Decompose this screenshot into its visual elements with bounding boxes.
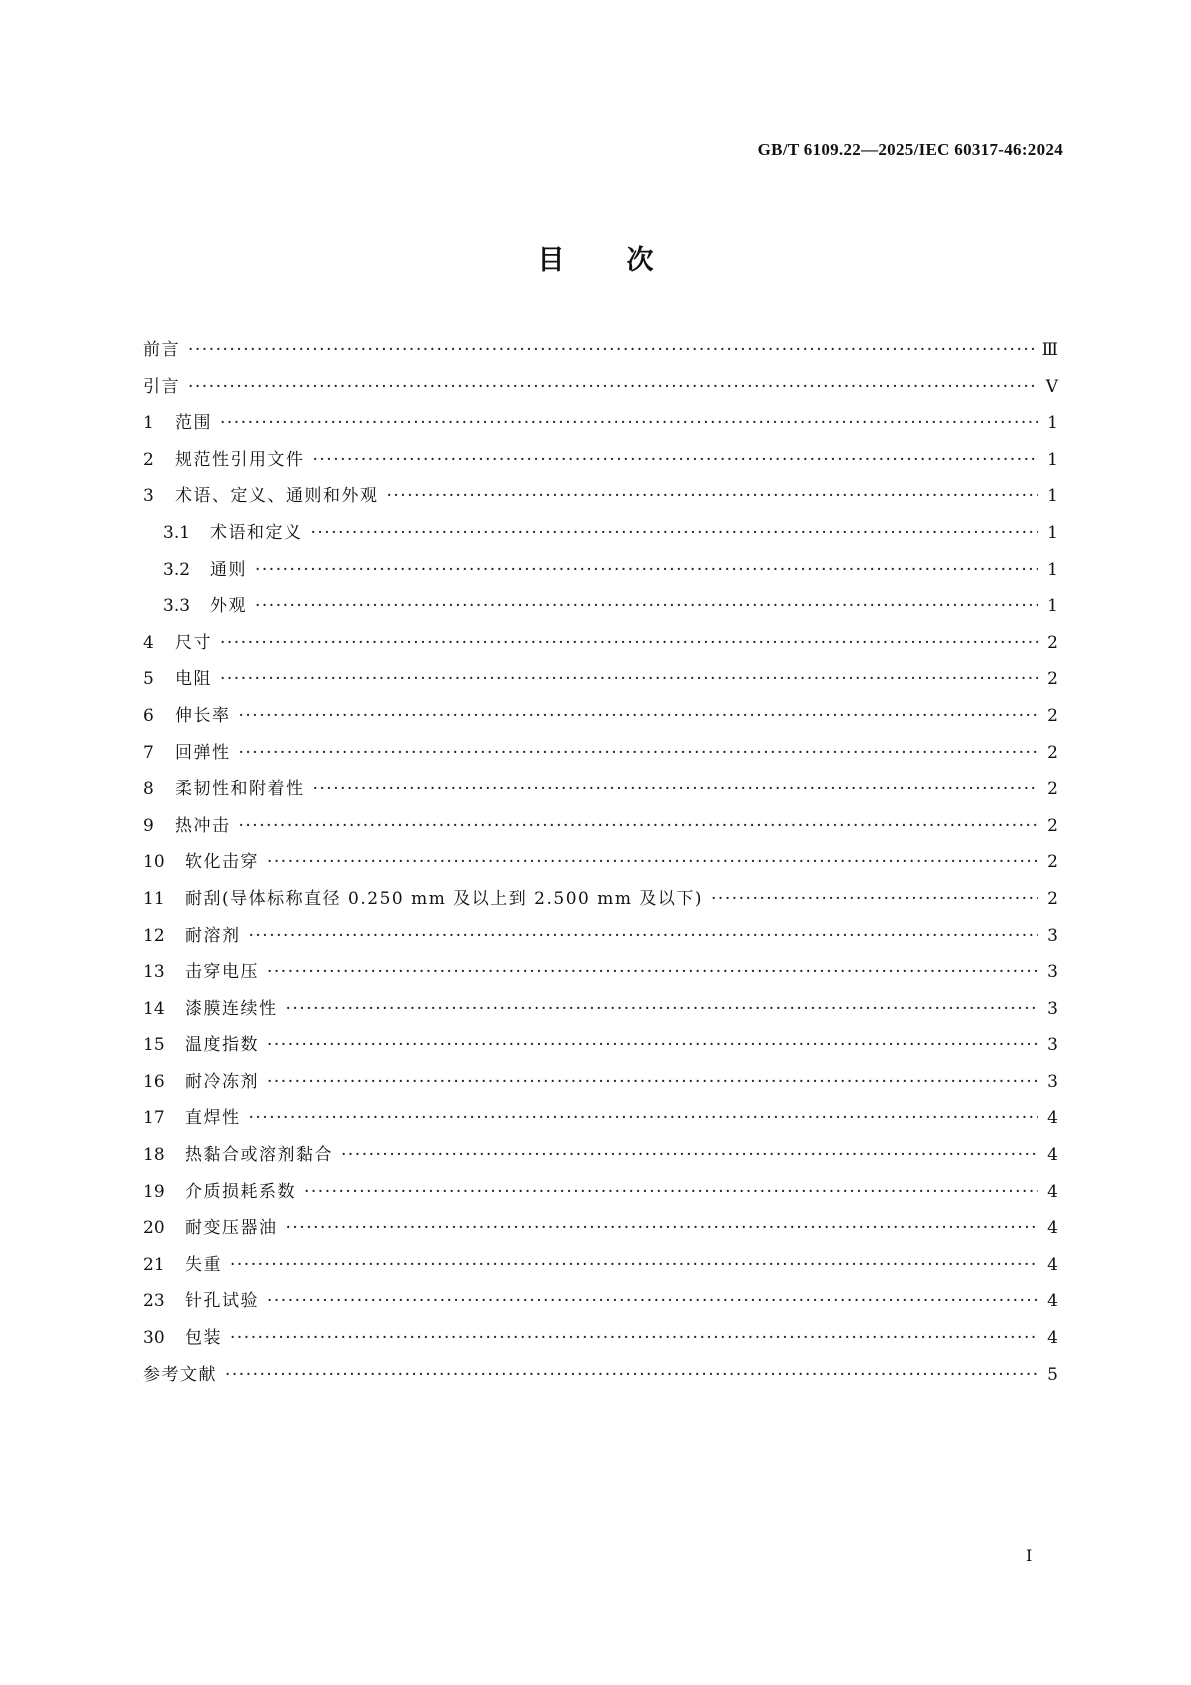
toc-entry-number: 4: [143, 632, 154, 653]
toc-entry-number: 16: [143, 1071, 165, 1092]
toc-entry-title: 范围: [175, 413, 212, 434]
toc-entry-number: 19: [143, 1181, 165, 1202]
leader-dots: [188, 338, 1036, 362]
toc-entry-number: 5: [143, 669, 154, 690]
standard-code-header: GB/T 6109.22—2025/IEC 60317-46:2024: [757, 140, 1063, 159]
toc-entry-title: 术语、定义、通则和外观: [175, 486, 379, 507]
leader-dots: [255, 594, 1038, 618]
leader-dots: [313, 448, 1039, 472]
toc-entry-page: 4: [1047, 1254, 1058, 1275]
toc-entry-page: 4: [1047, 1108, 1058, 1129]
toc-title-left: 目: [537, 245, 565, 276]
leader-dots: [267, 960, 1038, 984]
toc-entry-page: 2: [1047, 669, 1058, 690]
toc-entry-number: 15: [143, 1035, 165, 1056]
leader-dots: [313, 777, 1039, 801]
toc-entry-page: 2: [1047, 632, 1058, 653]
toc-entry-title: 温度指数: [185, 1035, 259, 1056]
toc-entry-number: 21: [143, 1254, 165, 1275]
toc-entry-title: 击穿电压: [185, 962, 259, 983]
leader-dots: [341, 1143, 1038, 1167]
table-of-contents: [143, 338, 1058, 1399]
toc-entry[interactable]: [143, 1180, 1058, 1217]
toc-entry[interactable]: [143, 960, 1058, 997]
toc-entry-page: 4: [1047, 1328, 1058, 1349]
toc-entry-page: 3: [1047, 962, 1058, 983]
toc-entry-number: 20: [143, 1218, 165, 1239]
leader-dots: [230, 1326, 1038, 1350]
toc-entry[interactable]: [143, 741, 1058, 778]
leader-dots: [239, 814, 1039, 838]
toc-entry[interactable]: [143, 997, 1058, 1034]
leader-dots: [286, 997, 1039, 1021]
toc-entry-title: 失重: [185, 1254, 222, 1275]
toc-title-right: 次: [626, 245, 654, 276]
toc-entry-page: 3: [1047, 998, 1058, 1019]
toc-entry-title: 尺寸: [175, 632, 212, 653]
leader-dots: [239, 704, 1039, 728]
toc-entry[interactable]: [143, 924, 1058, 961]
toc-entry-title: 柔韧性和附着性: [175, 779, 305, 800]
toc-subentry[interactable]: [143, 521, 1058, 558]
toc-entry-page: 5: [1047, 1364, 1058, 1385]
toc-entry[interactable]: [143, 777, 1058, 814]
toc-entry-page: Ⅴ: [1045, 376, 1058, 397]
leader-dots: [286, 1216, 1039, 1240]
toc-entry-title: 参考文献: [143, 1364, 217, 1385]
toc-subentry[interactable]: [143, 594, 1058, 631]
leader-dots: [220, 667, 1038, 691]
toc-entry-number: 1: [143, 413, 154, 434]
toc-entry[interactable]: [143, 887, 1058, 924]
toc-entry[interactable]: [143, 484, 1058, 521]
leader-dots: [267, 1033, 1038, 1057]
toc-entry[interactable]: [143, 631, 1058, 668]
toc-entry-number: 3: [143, 486, 154, 507]
toc-entry-title: 规范性引用文件: [175, 449, 305, 470]
toc-entry-page: 1: [1047, 486, 1058, 507]
toc-entry[interactable]: [143, 704, 1058, 741]
toc-entry-title: 电阻: [175, 669, 212, 690]
toc-entry-number: 18: [143, 1145, 165, 1166]
toc-entry-title: 耐溶剂: [185, 925, 241, 946]
toc-entry[interactable]: [143, 850, 1058, 887]
toc-entry[interactable]: [143, 1326, 1058, 1363]
toc-entry[interactable]: [143, 1070, 1058, 1107]
toc-entry-page: 2: [1047, 705, 1058, 726]
toc-entry[interactable]: [143, 448, 1058, 485]
toc-entry-page: 2: [1047, 852, 1058, 873]
toc-entry-title: 漆膜连续性: [185, 998, 278, 1019]
leader-dots: [311, 521, 1039, 545]
toc-entry-page: 4: [1047, 1291, 1058, 1312]
toc-entry[interactable]: [143, 1033, 1058, 1070]
toc-entry-title: 耐冷冻剂: [185, 1071, 259, 1092]
leader-dots: [230, 1253, 1038, 1277]
toc-entry-page: 3: [1047, 1071, 1058, 1092]
toc-entry-title: 热冲击: [175, 815, 231, 836]
toc-entry[interactable]: [143, 667, 1058, 704]
toc-entry-foreword[interactable]: [143, 338, 1058, 375]
toc-entry-title: 介质损耗系数: [185, 1181, 296, 1202]
toc-entry-page: 1: [1047, 559, 1058, 580]
toc-entry-page: 2: [1047, 742, 1058, 763]
toc-entry-title: 引言: [143, 376, 180, 397]
toc-entry-number: 10: [143, 852, 165, 873]
leader-dots: [239, 741, 1039, 765]
toc-entry-title: 通则: [210, 559, 247, 580]
page-number: Ⅰ: [1026, 1548, 1033, 1565]
toc-entry-number: 13: [143, 962, 165, 983]
toc-entry-number: 3.3: [163, 596, 191, 617]
toc-entry-page: 1: [1047, 449, 1058, 470]
toc-entry[interactable]: [143, 1106, 1058, 1143]
toc-entry-page: Ⅲ: [1041, 340, 1058, 360]
toc-entry-title: 伸长率: [175, 705, 231, 726]
toc-entry-bibliography[interactable]: [143, 1363, 1058, 1400]
toc-entry-title: 针孔试验: [185, 1291, 259, 1312]
toc-entry-number: 23: [143, 1291, 165, 1312]
toc-entry-number: 12: [143, 925, 165, 946]
toc-entry-title: 直焊性: [185, 1108, 241, 1129]
toc-entry-page: 1: [1047, 596, 1058, 617]
leader-dots: [220, 631, 1038, 655]
toc-entry-number: 9: [143, 815, 154, 836]
leader-dots: [304, 1180, 1038, 1204]
leader-dots: [220, 411, 1038, 435]
toc-entry-page: 1: [1047, 522, 1058, 543]
leader-dots: [387, 484, 1039, 508]
leader-dots: [255, 558, 1038, 582]
toc-entry-number: 6: [143, 705, 154, 726]
toc-entry-page: 4: [1047, 1218, 1058, 1239]
toc-subentry[interactable]: [143, 558, 1058, 595]
toc-entry-page: 1: [1047, 413, 1058, 434]
toc-entry-introduction[interactable]: [143, 375, 1058, 412]
toc-entry-number: 3.1: [163, 522, 191, 543]
toc-entry[interactable]: [143, 814, 1058, 851]
toc-title: [0, 244, 1191, 278]
toc-entry-page: 3: [1047, 1035, 1058, 1056]
toc-entry-number: 3.2: [163, 559, 191, 580]
toc-entry-page: 2: [1047, 815, 1058, 836]
toc-entry-number: 8: [143, 779, 154, 800]
toc-entry-title: 软化击穿: [185, 852, 259, 873]
toc-entry[interactable]: [143, 1253, 1058, 1290]
toc-entry[interactable]: [143, 1143, 1058, 1180]
toc-entry-title: 热黏合或溶剂黏合: [185, 1145, 333, 1166]
toc-entry[interactable]: [143, 1216, 1058, 1253]
leader-dots: [249, 924, 1039, 948]
leader-dots: [188, 375, 1038, 399]
toc-entry-number: 30: [143, 1328, 165, 1349]
leader-dots: [267, 1289, 1038, 1313]
toc-entry-title: 外观: [210, 596, 247, 617]
toc-entry[interactable]: [143, 411, 1058, 448]
leader-dots: [711, 887, 1038, 911]
toc-entry-number: 14: [143, 998, 165, 1019]
toc-entry-page: 2: [1047, 779, 1058, 800]
toc-entry-page: 4: [1047, 1145, 1058, 1166]
toc-entry-title: 包装: [185, 1328, 222, 1349]
toc-entry-page: 4: [1047, 1181, 1058, 1202]
toc-entry-page: 2: [1047, 888, 1058, 909]
toc-entry-title: 耐刮(导体标称直径 0.250 mm 及以上到 2.500 mm 及以下): [185, 888, 704, 909]
toc-entry-title: 回弹性: [175, 742, 231, 763]
toc-entry-title: 术语和定义: [210, 522, 303, 543]
toc-entry-title: 前言: [143, 340, 180, 360]
leader-dots: [225, 1363, 1038, 1387]
leader-dots: [267, 850, 1038, 874]
toc-entry-number: 17: [143, 1108, 165, 1129]
toc-entry-number: 7: [143, 742, 154, 763]
toc-entry-title: 耐变压器油: [185, 1218, 278, 1239]
leader-dots: [249, 1106, 1039, 1130]
toc-entry[interactable]: [143, 1289, 1058, 1326]
leader-dots: [267, 1070, 1038, 1094]
toc-entry-page: 3: [1047, 925, 1058, 946]
toc-entry-number: 2: [143, 449, 154, 470]
toc-entry-number: 11: [143, 888, 165, 909]
